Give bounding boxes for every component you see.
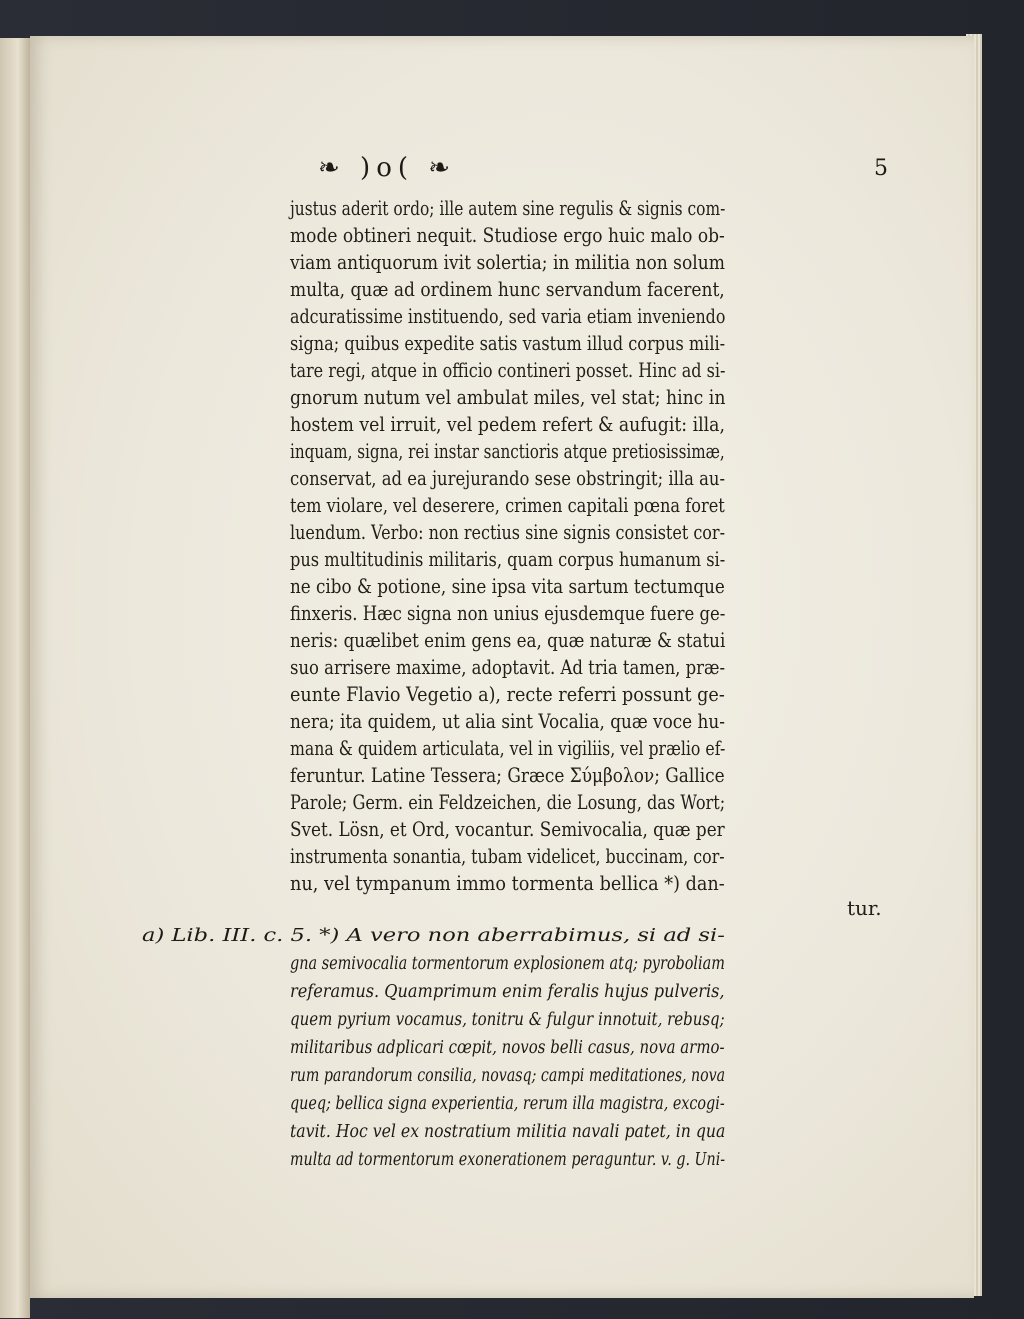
body-line: instrumenta sonantia, tubam videlicet, buccinam, cor-: [290, 844, 725, 868]
footnote-line: rum parandorum consilia, novasq; campi meditationes, nova: [290, 1066, 726, 1086]
catchword: tur.: [847, 896, 882, 920]
body-line: inquam, signa, rei instar sanctioris atque pretiosissimæ,: [290, 439, 725, 463]
body-line: mana & quidem articulata, vel in vigiliis, vel prælio ef-: [290, 736, 726, 760]
footnote-line: tavit. Hoc vel ex nostratium militia navali patet, in qua: [290, 1122, 726, 1142]
body-line: neris: quælibet enim gens ea, quæ naturæ & statui: [290, 628, 726, 652]
body-line: mode obtineri nequit. Studiose ergo huic malo ob-: [290, 223, 725, 247]
footnote-line: quem pyrium vocamus, tonitru & fulgur innotuit, rebusq;: [290, 1010, 725, 1030]
body-line: justus aderit ordo; ille autem sine regulis & signis com-: [290, 196, 726, 220]
body-line: pus multitudinis militaris, quam corpus humanum si-: [290, 547, 726, 571]
footnote-line: a) Lib. III. c. 5. *) A vero non aberrabimus, si ad si-: [142, 926, 725, 946]
body-line: Svet. Lösn, et Ord, vocantur. Semivocalia, quæ per: [290, 817, 725, 841]
body-line: signa; quibus expedite satis vastum illud corpus mili-: [290, 331, 726, 355]
footnote-line: queq; bellica signa experientia, rerum illa magistra, excogi-: [290, 1094, 725, 1114]
body-line: hostem vel irruit, vel pedem refert & aufugit: illa,: [290, 412, 725, 436]
body-line: eunte Flavio Vegetio a), recte referri possunt ge-: [290, 682, 725, 706]
body-line: conservat, ad ea jurejurando sese obstringit; illa au-: [290, 466, 725, 490]
body-line: multa, quæ ad ordinem hunc servandum facerent,: [290, 277, 725, 301]
footnote-line: multa ad tormentorum exonerationem peraguntur. v. g. Uni-: [290, 1150, 726, 1170]
footnote-line: referamus. Quamprimum enim feralis hujus pulveris,: [290, 982, 725, 1002]
body-line: feruntur. Latine Tessera; Græce Σύμβολον; Gallice: [290, 763, 725, 787]
body-line: viam antiquorum ivit solertia; in militia non solum: [290, 250, 725, 274]
body-line: Parole; Germ. ein Feldzeichen, die Losung, das Wort;: [290, 790, 726, 814]
body-line: luendum. Verbo: non rectius sine signis consistet cor-: [290, 520, 725, 544]
footnote-line: gna semivocalia tormentorum explosionem atq; pyroboliam: [290, 954, 725, 974]
body-line: gnorum nutum vel ambulat miles, vel stat; hinc in: [290, 385, 726, 409]
body-line: finxeris. Hæc signa non unius ejusdemque fuere ge-: [290, 601, 726, 625]
body-line: tem violare, vel deserere, crimen capitali pœna foret: [290, 493, 725, 517]
running-head-ornament: ❧ )o( ❧: [318, 153, 457, 183]
body-line: suo arrisere maxime, adoptavit. Ad tria tamen, præ-: [290, 655, 726, 679]
body-line: nu, vel tympanum immo tormenta bellica *) dan-: [290, 871, 725, 895]
body-line: adcuratissime instituendo, sed varia etiam inveniendo: [290, 304, 726, 328]
body-line: ne cibo & potione, sine ipsa vita sartum tectumque: [290, 574, 725, 598]
facing-page-edge: [0, 38, 30, 1318]
footnote-line: militaribus adplicari cœpit, novos belli casus, nova armo-: [290, 1038, 725, 1058]
body-line: nera; ita quidem, ut alia sint Vocalia, quæ voce hu-: [290, 709, 725, 733]
body-line: tare regi, atque in officio contineri posset. Hinc ad si-: [290, 358, 726, 382]
page-number: 5: [874, 156, 888, 181]
